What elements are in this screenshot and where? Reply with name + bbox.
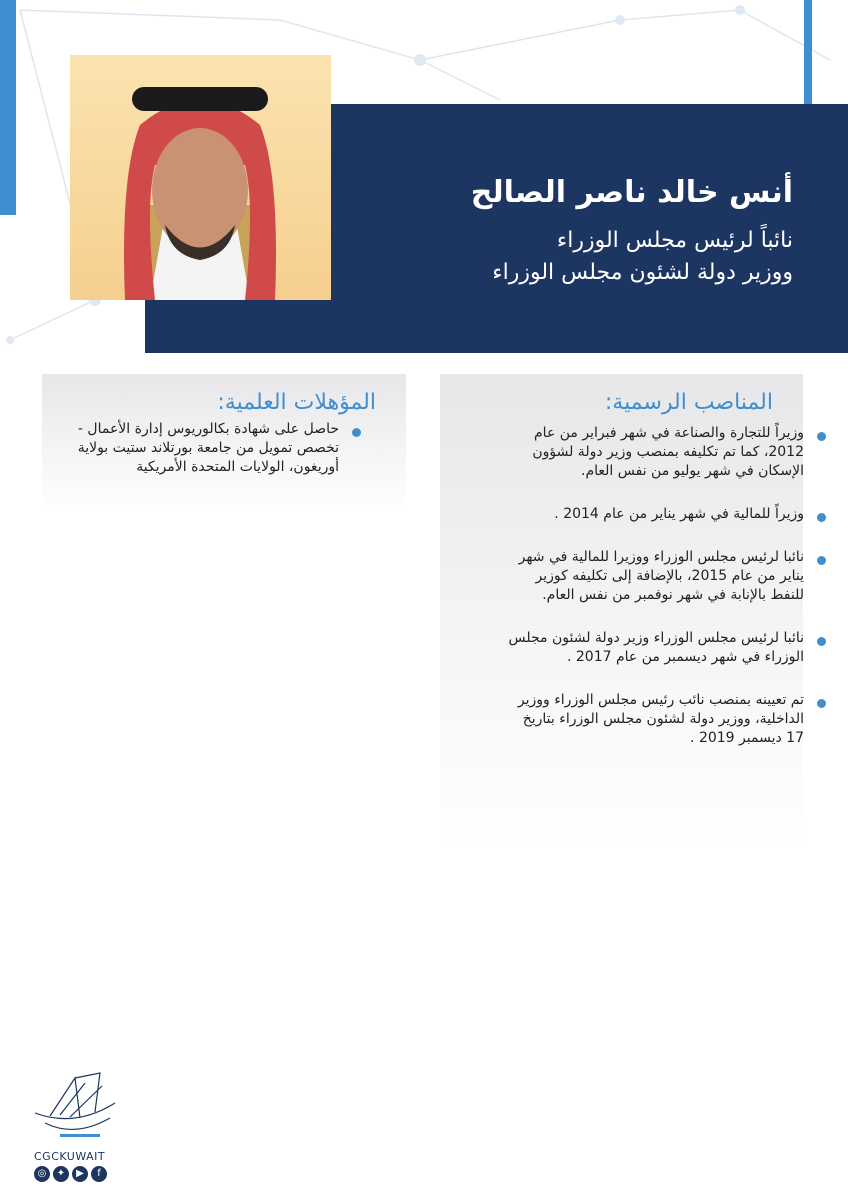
positions-list: [508, 424, 826, 772]
title-line-1: نائباً لرئيس مجلس الوزراء: [556, 228, 793, 253]
list-item: وزيراً للتجارة والصناعة في شهر فبراير من عام 2012، كما تم تكليفه بمنصب وزير دولة لشؤون الإسكان في شهر يوليو من نفس العام.: [508, 424, 826, 481]
list-item: وزيراً للمالية في شهر يناير من عام 2014 .: [508, 505, 826, 524]
social-icons: [34, 1166, 107, 1182]
twitter-icon[interactable]: ✦: [53, 1166, 69, 1182]
person-name: أنس خالد ناصر الصالح: [470, 175, 793, 210]
list-item: حاصل على شهادة بكالوريوس إدارة الأعمال - تخصص تمويل من جامعة بورتلاند ستيت بولاية أوريغون، الولايات المتحدة الأمريكية: [46, 420, 361, 477]
qualifications-list: [46, 420, 361, 477]
left-accent-bar: [0, 0, 16, 215]
title-line-2: ووزير دولة لشئون مجلس الوزراء: [492, 260, 793, 285]
bullet-icon: [352, 428, 361, 437]
list-item: تم تعيينه بمنصب نائب رئيس مجلس الوزراء ووزير الداخلية، ووزير دولة لشئون مجلس الوزراء بتاريخ 17 ديسمبر 2019 .: [508, 691, 826, 748]
qualifications-heading: المؤهلات العلمية:: [217, 390, 376, 415]
positions-heading: المناصب الرسمية:: [604, 390, 773, 415]
brand-handle: CGCKUWAIT: [34, 1150, 106, 1163]
instagram-icon[interactable]: ◎: [34, 1166, 50, 1182]
facebook-icon[interactable]: f: [91, 1166, 107, 1182]
youtube-icon[interactable]: ▶: [72, 1166, 88, 1182]
bullet-icon: [817, 556, 826, 565]
portrait-photo: [70, 55, 331, 300]
bullet-icon: [817, 637, 826, 646]
bullet-icon: [817, 513, 826, 522]
bullet-icon: [817, 432, 826, 441]
list-item: نائبا لرئيس مجلس الوزراء ووزيرا للمالية في شهر يناير من عام 2015، بالإضافة إلى تكليفه كوزير للنفط بالإنابة في شهر نوفمبر من نفس العام.: [508, 548, 826, 605]
list-item: نائبا لرئيس مجلس الوزراء وزير دولة لشئون مجلس الوزراء في شهر ديسمبر من عام 2017 .: [508, 629, 826, 667]
bullet-icon: [817, 699, 826, 708]
